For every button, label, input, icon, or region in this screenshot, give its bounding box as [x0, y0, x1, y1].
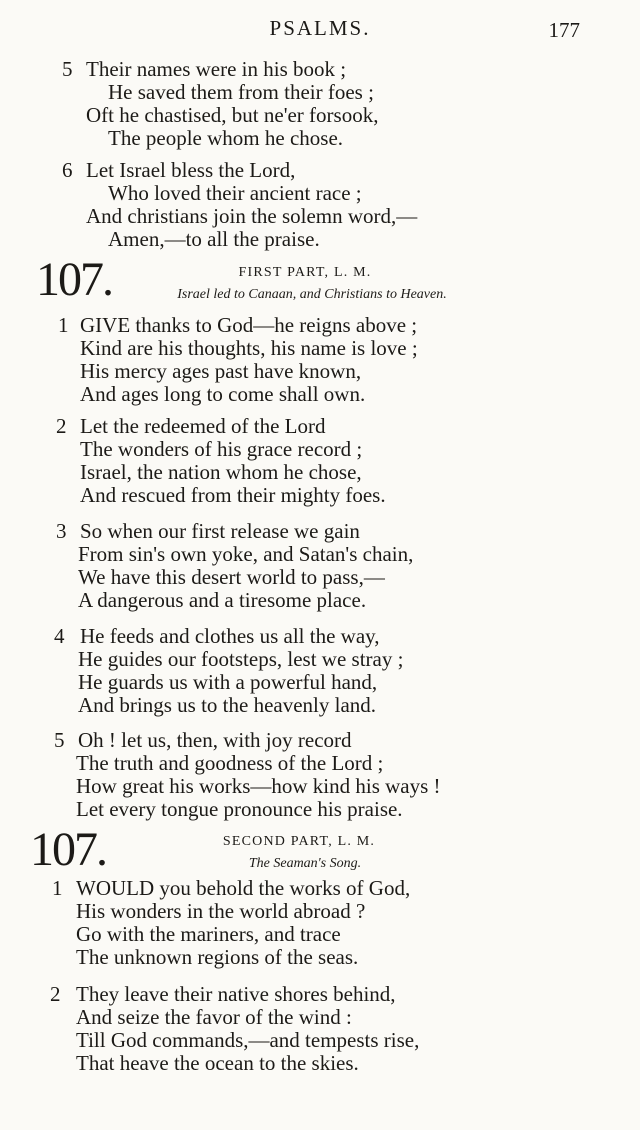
verse-line: That heave the ocean to the skies.: [76, 1051, 359, 1075]
verse-line: Amen,—to all the praise.: [108, 227, 320, 251]
verse-line: His wonders in the world abroad ?: [76, 899, 366, 923]
stanza-number: 5: [62, 57, 73, 81]
stanza-number: 3: [56, 519, 67, 543]
verse-line: GIVE thanks to God—he reigns above ;: [80, 313, 418, 337]
stanza-number: 1: [58, 313, 69, 337]
verse-line: WOULD you behold the works of God,: [76, 876, 411, 900]
verse-line: Their names were in his book ;: [86, 57, 347, 81]
verse-line: Oft he chastised, but ne'er forsook,: [86, 103, 379, 127]
psalm-subtitle: Israel led to Canaan, and Christians to Heaven.: [177, 287, 447, 302]
verse-line: He saved them from their foes ;: [108, 80, 374, 104]
stanza-number: 5: [54, 728, 65, 752]
verse-line: Kind are his thoughts, his name is love ;: [80, 336, 418, 360]
verse-line: He guides our footsteps, lest we stray ;: [78, 647, 404, 671]
psalm-number-value: 107: [30, 823, 96, 876]
stanza-number: 2: [50, 982, 61, 1006]
verse-line: Oh ! let us, then, with joy record: [78, 728, 352, 752]
verse-line: They leave their native shores behind,: [76, 982, 396, 1006]
stanza-number: 6: [62, 158, 73, 182]
psalm-number: [36, 253, 112, 306]
verse-line: How great his works—how kind his ways !: [76, 774, 441, 798]
verse-line: From sin's own yoke, and Satan's chain,: [78, 542, 414, 566]
verse-line: His mercy ages past have known,: [80, 359, 362, 383]
part-heading: SECOND PART, L. M.: [222, 834, 376, 849]
psalm-number-dot: .: [96, 823, 106, 876]
psalm-subtitle: The Seaman's Song.: [248, 856, 362, 871]
stanza-number: 1: [52, 876, 63, 900]
verse-line: And christians join the solemn word,—: [86, 204, 418, 228]
verse-line: Let the redeemed of the Lord: [80, 414, 326, 438]
psalm-number-value: 107: [36, 253, 102, 306]
verse-line: We have this desert world to pass,—: [78, 565, 385, 589]
psalm-number-dot: .: [102, 253, 112, 306]
part-heading: FIRST PART, L. M.: [238, 265, 372, 280]
verse-line: Israel, the nation whom he chose,: [80, 460, 362, 484]
psalm-number: [30, 823, 106, 876]
verse-line: So when our first release we gain: [80, 519, 360, 543]
stanza-number: 4: [54, 624, 65, 648]
verse-line: Go with the mariners, and trace: [76, 922, 341, 946]
verse-line: And brings us to the heavenly land.: [78, 693, 377, 717]
verse-line: The wonders of his grace record ;: [80, 437, 363, 461]
verse-line: And rescued from their mighty foes.: [80, 483, 386, 507]
verse-line: He feeds and clothes us all the way,: [80, 624, 380, 648]
verse-line: Let every tongue pronounce his praise.: [76, 797, 403, 821]
verse-line: The truth and goodness of the Lord ;: [76, 751, 384, 775]
verse-line: Let Israel bless the Lord,: [86, 158, 296, 182]
verse-line: He guards us with a powerful hand,: [78, 670, 378, 694]
verse-line: The unknown regions of the seas.: [76, 945, 359, 969]
running-title: PSALMS.: [269, 16, 371, 40]
verse-line: The people whom he chose.: [108, 126, 344, 150]
page-number: 177: [548, 18, 580, 42]
verse-line: And seize the favor of the wind :: [76, 1005, 352, 1029]
stanza-number: 2: [56, 414, 67, 438]
verse-line: And ages long to come shall own.: [80, 382, 366, 406]
verse-line: Till God commands,—and tempests rise,: [76, 1028, 420, 1052]
verse-line: Who loved their ancient race ;: [108, 181, 362, 205]
verse-line: A dangerous and a tiresome place.: [78, 588, 367, 612]
